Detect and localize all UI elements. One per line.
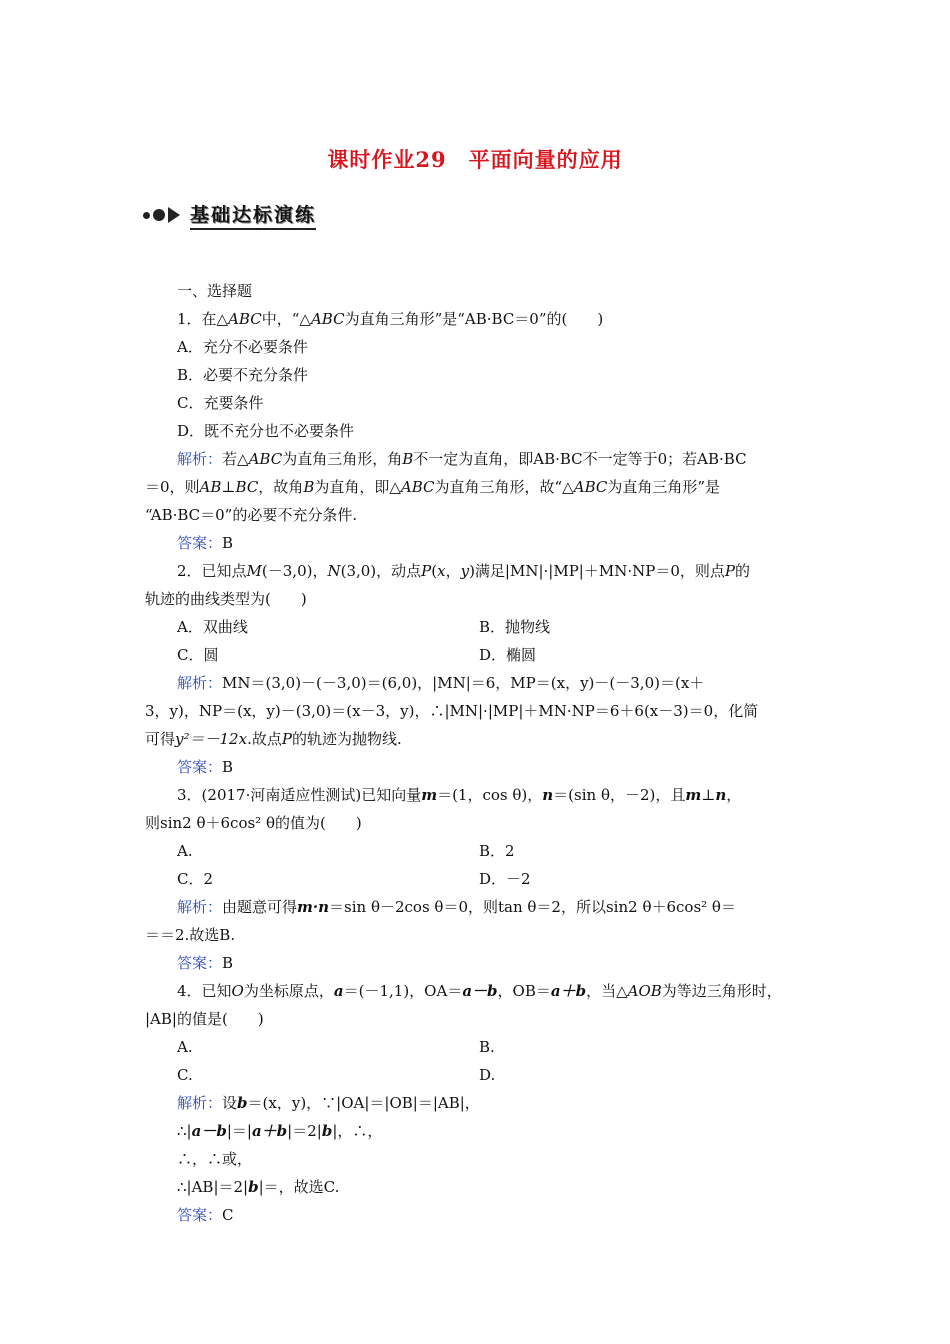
question-1-option-a: A．充分不必要条件 [177,338,308,356]
question-2-option-c: C．圆 [177,646,219,664]
question-1-option-b: B．必要不充分条件 [177,366,309,384]
question-1-option-d: D．既不充分也不必要条件 [177,422,355,440]
question-3-options-row-2 [145,865,807,893]
question-2-option-d: D．椭圆 [479,646,537,664]
section-title: 基础达标演练 [190,200,316,230]
question-4-option-b: B. [479,1038,495,1056]
question-4-option-c: C. [177,1066,193,1084]
question-2-stem-line-2: 轨迹的曲线类型为( ) [145,590,307,608]
section-banner [143,200,316,230]
question-2-option-a: A．双曲线 [177,618,248,636]
question-4-answer: 答案：C [177,1206,234,1224]
banner-bullet-icon [143,207,186,223]
question-2-options-row-2 [145,641,807,669]
question-3-option-d: D．－2 [479,870,531,888]
question-2-analysis-line-3: 可得y²＝－12x.故点P的轨迹为抛物线. [145,730,402,748]
question-1-analysis-line-3: “AB·BC＝0”的必要不充分条件. [145,506,358,524]
exercise-content [145,277,807,1229]
question-2-answer: 答案：B [177,758,234,776]
question-2-analysis-line-1: 解析：MN＝(3,0)－(－3,0)＝(6,0)，|MN|＝6，MP＝(x，y)－(－3,0)＝(x＋ [177,674,705,692]
part-heading: 一、选择题 [177,282,253,300]
question-3-analysis-line-2: ＝＝2.故选B. [145,926,236,944]
question-2-options-row-1 [145,613,807,641]
question-4-stem-line-1: 4．已知O为坐标原点，a＝(－1,1)，OA＝a－b，OB＝a＋b，当△AOB为等边三角形时， [177,982,782,1000]
question-3-option-a: A. [177,842,193,860]
question-4-options-row-1 [145,1033,807,1061]
page-title: 课时作业29 平面向量的应用 [327,147,623,172]
question-1-analysis-line-1: 解析：若△ABC为直角三角形，角B不一定为直角，即AB·BC不一定等于0；若AB·BC [177,450,747,468]
question-4-analysis-line-4: ∴|AB|＝2|b|＝，故选C. [177,1178,340,1196]
question-2-stem-line-1: 2．已知点M(－3,0)，N(3,0)，动点P(x，y)满足|MN|·|MP|＋MN·NP＝0，则点P的 [177,562,750,580]
question-4-stem-line-2: |AB|的值是( ) [145,1010,264,1028]
question-3-options-row-1 [145,837,807,865]
question-3-option-c: C．2 [177,870,214,888]
question-1-analysis-line-2: ＝0，则AB⊥BC，故角B为直角，即△ABC为直角三角形，故“△ABC为直角三角形”是 [145,478,721,496]
question-1-option-c: C．充要条件 [177,394,264,412]
question-3-stem-line-2: 则sin2 θ＋6cos² θ的值为( ) [145,814,362,832]
question-3-analysis-line-1: 解析：由题意可得m·n＝sin θ－2cos θ＝0，则tan θ＝2，所以sin2 θ＋6cos² θ＝ [177,898,736,916]
question-2-option-b: B．抛物线 [479,618,551,636]
question-4-analysis-line-1: 解析：设b＝(x，y)，∵|OA|＝|OB|＝|AB|， [177,1094,480,1112]
question-4-analysis-line-2: ∴|a－b|＝|a＋b|＝2|b|，∴， [177,1122,383,1140]
question-1-answer: 答案：B [177,534,234,552]
question-2-analysis-line-2: 3，y)，NP＝(x，y)－(3,0)＝(x－3，y)，∴|MN|·|MP|＋MN·NP＝6＋6(x－3)＝0，化简 [145,702,759,720]
question-4-option-a: A. [177,1038,193,1056]
question-4-options-row-2 [145,1061,807,1089]
question-4-option-d: D. [479,1066,496,1084]
question-3-option-b: B．2 [479,842,515,860]
question-3-answer: 答案：B [177,954,234,972]
question-4-analysis-line-3: ∴，∴或， [177,1150,253,1168]
question-1-stem: 1．在△ABC中，“△ABC为直角三角形”是“AB·BC＝0”的( ) [177,310,604,328]
question-3-stem-line-1: 3．(2017·河南适应性测试)已知向量m＝(1，cos θ)，n＝(sin θ，－2)，且m⊥n， [177,786,742,804]
